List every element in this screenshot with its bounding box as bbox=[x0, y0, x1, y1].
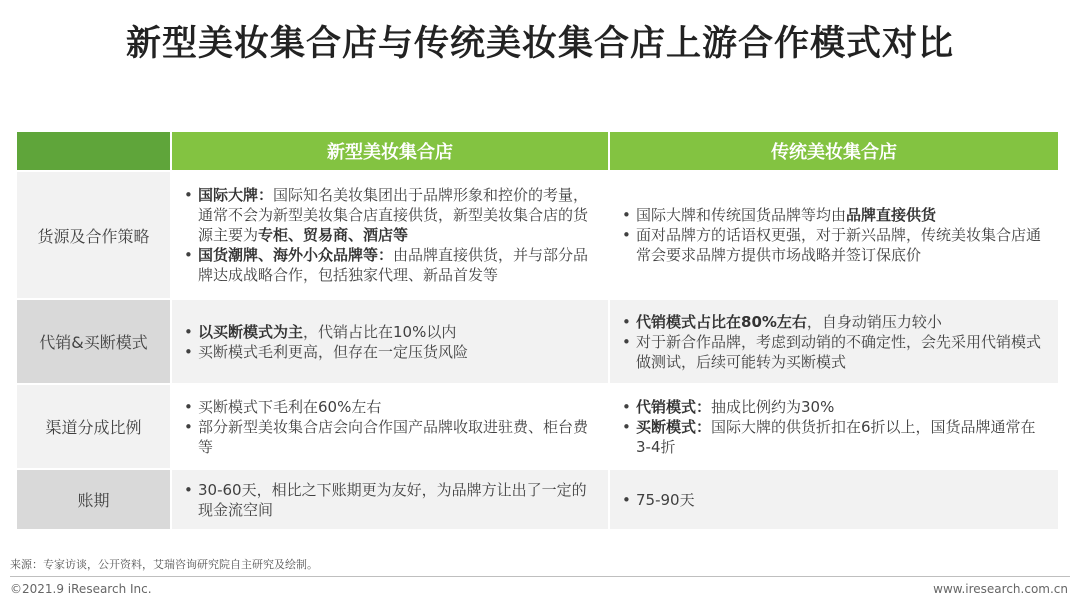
list-item: • 国货潮牌、海外小众品牌等：由品牌直接供货，并与部分品牌达成战略合作，包括独家代理、新品首发等 bbox=[182, 245, 594, 285]
comparison-table bbox=[17, 132, 1058, 529]
list-item: • 买断模式毛利更高，但存在一定压货风险 bbox=[182, 342, 468, 362]
row-label-sourcing: 货源及合作策略 bbox=[17, 170, 170, 298]
list-item: • 对于新合作品牌，考虑到动销的不确定性，会先采用代销模式做测试，后续可能转为买断模式 bbox=[620, 332, 1044, 372]
list-item: • 以买断模式为主，代销占比在10%以内 bbox=[182, 322, 468, 342]
list-item: • 30-60天，相比之下账期更为友好，为品牌方让出了一定的现金流空间 bbox=[182, 480, 594, 520]
source-note: 来源：专家访谈，公开资料，艾瑞咨询研究院自主研究及绘制。 bbox=[10, 558, 318, 571]
row-label-consign-buyout: 代销&买断模式 bbox=[17, 298, 170, 383]
list-item: • 部分新型美妆集合店会向合作国产品牌收取进驻费、柜台费等 bbox=[182, 417, 594, 457]
list-item: • 买断模式：国际大牌的供货折扣在6折以上，国货品牌通常在3-4折 bbox=[620, 417, 1044, 457]
table-header-corner bbox=[17, 132, 170, 170]
list-item: • 国际大牌和传统国货品牌等均由品牌直接供货 bbox=[620, 205, 1044, 225]
list-item: • 面对品牌方的话语权更强，对于新兴品牌，传统美妆集合店通常会要求品牌方提供市场战略并签订保底价 bbox=[620, 225, 1044, 265]
row-label-channel-share: 渠道分成比例 bbox=[17, 383, 170, 468]
website-link[interactable]: www.iresearch.com.cn bbox=[933, 582, 1068, 596]
list-item: • 代销模式占比在80%左右，自身动销压力较小 bbox=[620, 312, 1044, 332]
cell-new-channel-share bbox=[172, 383, 608, 468]
cell-new-sourcing bbox=[172, 170, 608, 298]
page-title: 新型美妆集合店与传统美妆集合店上游合作模式对比 bbox=[125, 24, 954, 64]
cell-new-payment-term bbox=[172, 468, 608, 529]
cell-trad-consign-buyout bbox=[610, 298, 1058, 383]
row-label-payment-term: 账期 bbox=[17, 468, 170, 529]
footer-divider bbox=[10, 576, 1070, 577]
list-item: • 代销模式：抽成比例约为30% bbox=[620, 397, 1044, 417]
list-item: • 75-90天 bbox=[620, 490, 695, 510]
cell-trad-channel-share bbox=[610, 383, 1058, 468]
cell-trad-payment-term bbox=[610, 468, 1058, 529]
cell-trad-sourcing bbox=[610, 170, 1058, 298]
copyright: ©2021.9 iResearch Inc. bbox=[10, 582, 152, 596]
header-new-store: 新型美妆集合店 bbox=[172, 132, 608, 170]
cell-new-consign-buyout bbox=[172, 298, 608, 383]
header-traditional-store: 传统美妆集合店 bbox=[610, 132, 1058, 170]
list-item: • 国际大牌：国际知名美妆集团出于品牌形象和控价的考量，通常不会为新型美妆集合店直接供货，新型美妆集合店的货源主要为专柜、贸易商、酒店等 bbox=[182, 185, 594, 245]
list-item: • 买断模式下毛利在60%左右 bbox=[182, 397, 594, 417]
